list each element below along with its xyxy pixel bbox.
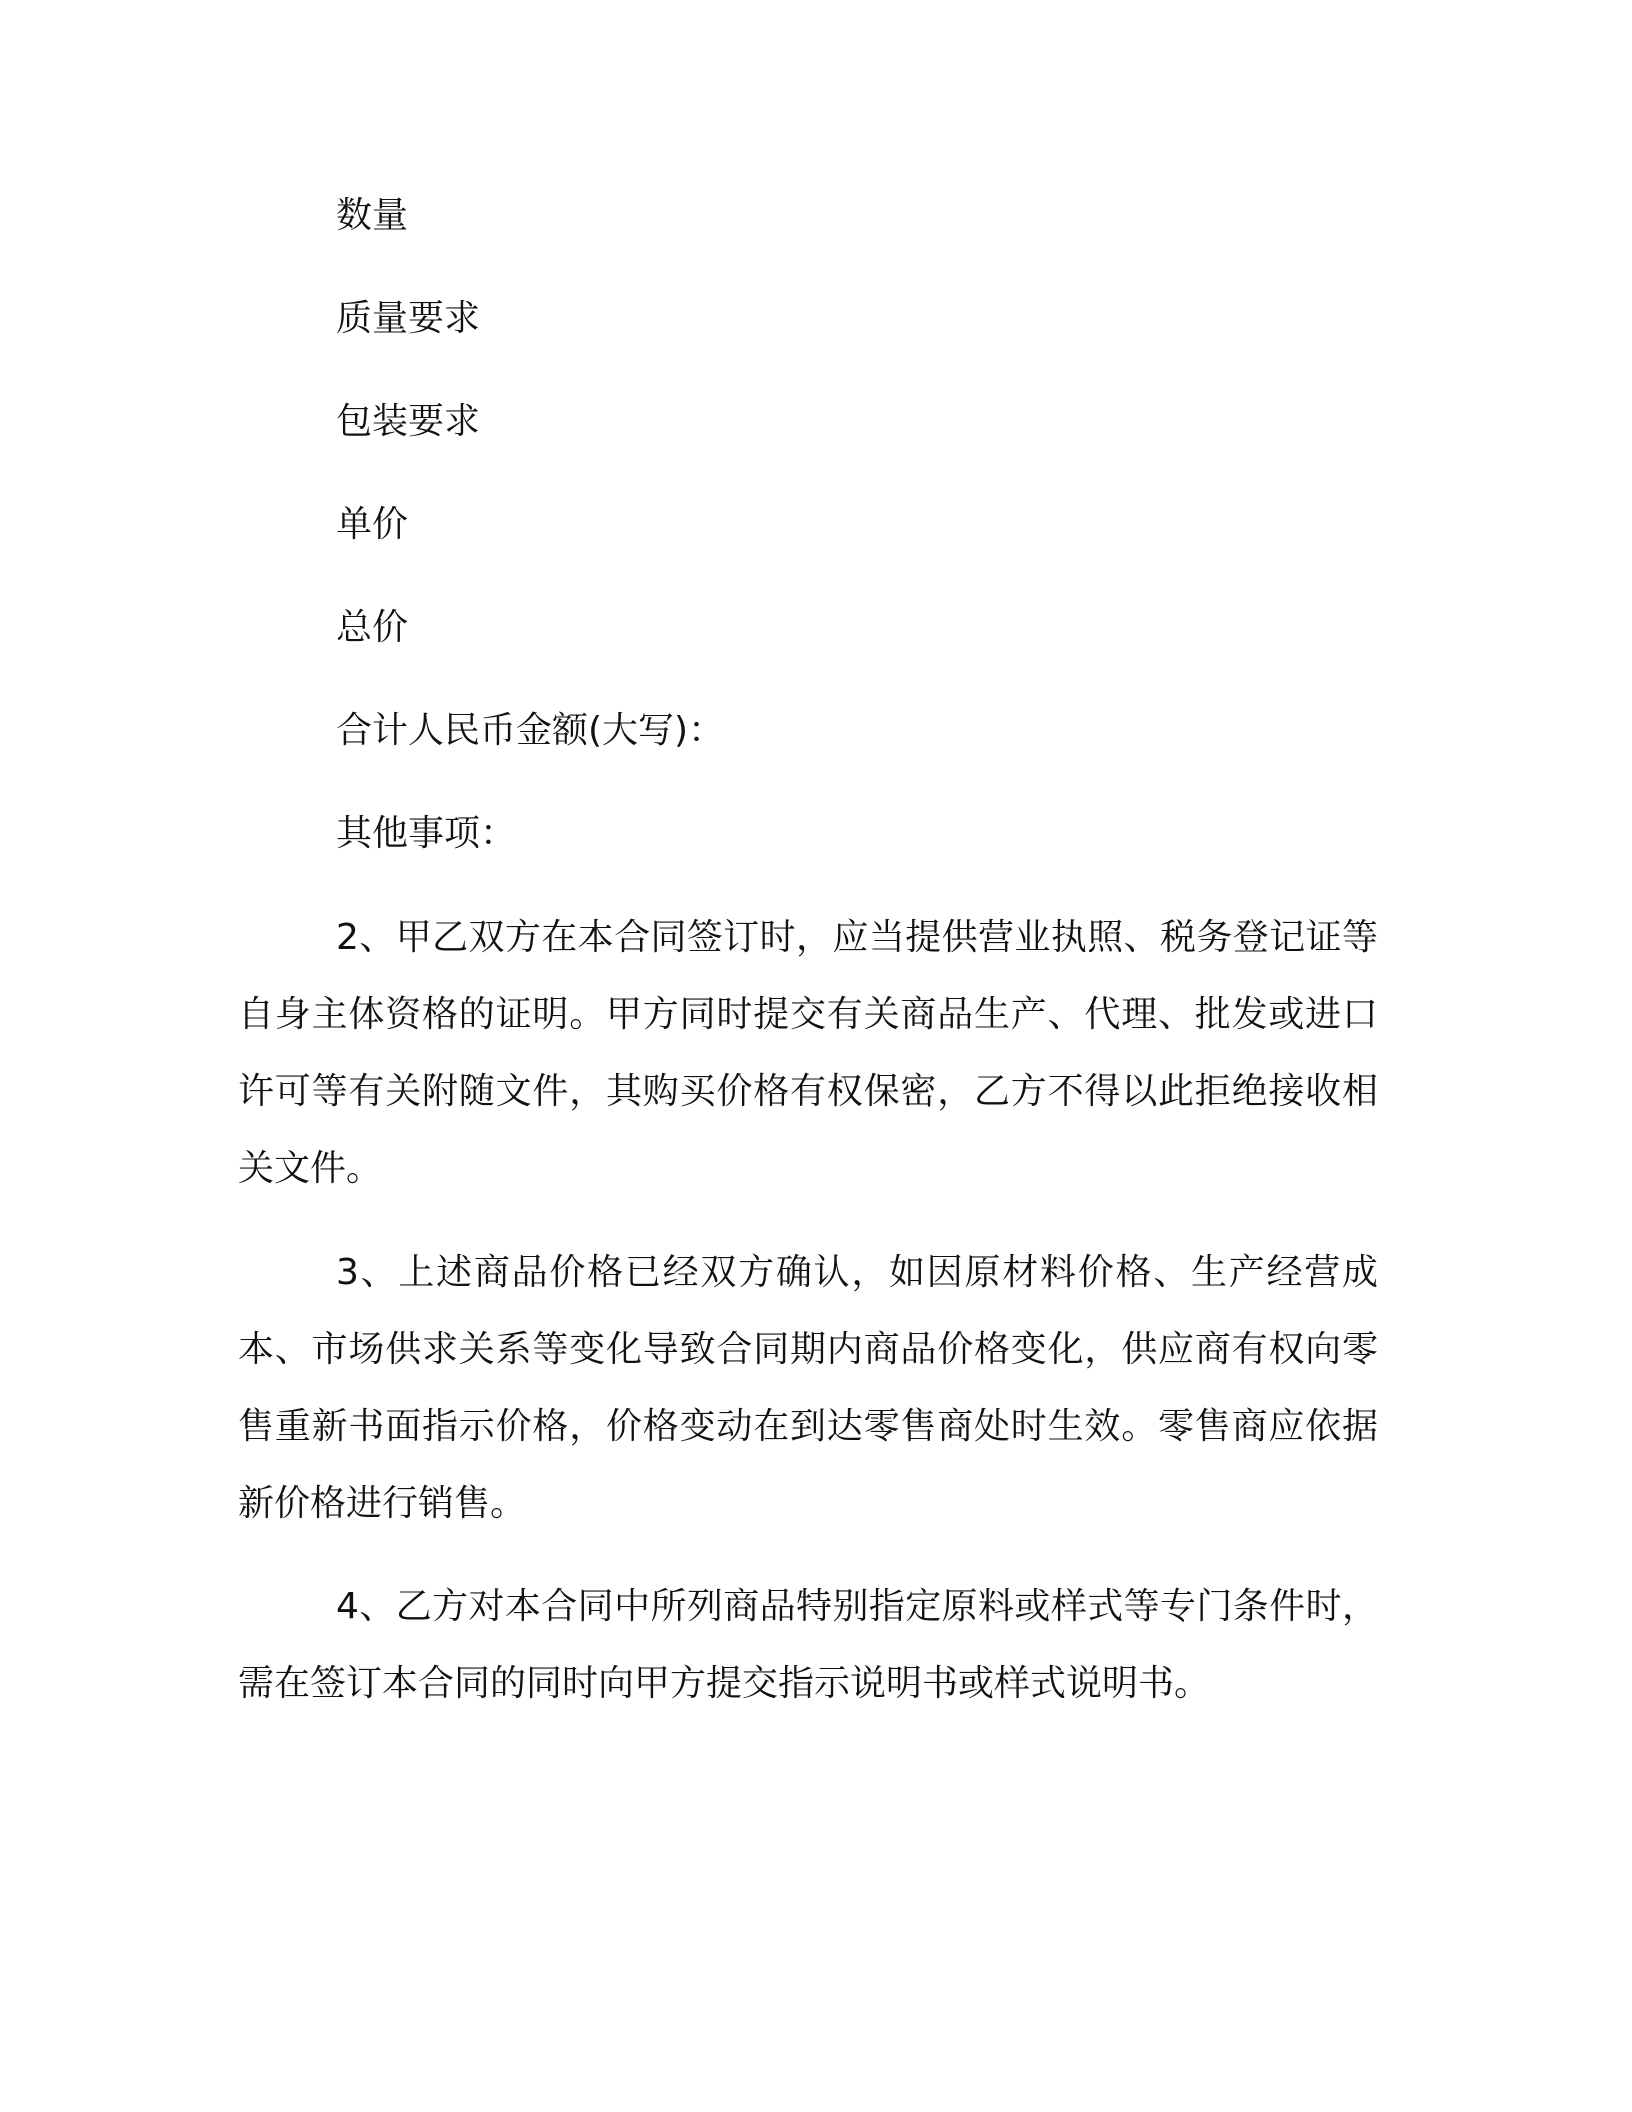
field-packaging-requirements: 包装要求	[336, 401, 481, 442]
clause-3: 3、上述商品价格已经双方确认，如因原材料价格、生产经营成本、市场供求关系等变化导致合同期内商品价格变化，供应商有权向零售重新书面指示价格，价格变动在到达零售商处时生效。零售商应依据新价格进行销售。	[238, 1252, 1378, 1524]
field-quality-requirements: 质量要求	[336, 298, 481, 339]
field-total-price: 总价	[336, 607, 409, 648]
field-unit-price: 单价	[336, 504, 409, 545]
field-other-matters: 其他事项：	[336, 813, 517, 854]
field-total-amount-rmb: 合计人民币金额(大写)：	[336, 710, 725, 751]
clause-2: 2、甲乙双方在本合同签订时，应当提供营业执照、税务登记证等自身主体资格的证明。甲方同时提交有关商品生产、代理、批发或进口许可等有关附随文件，其购买价格有权保密，乙方不得以此拒绝接收相关文件。	[238, 917, 1378, 1189]
field-quantity: 数量	[336, 195, 409, 236]
clause-4: 4、乙方对本合同中所列商品特别指定原料或样式等专门条件时，需在签订本合同的同时向甲方提交指示说明书或样式说明书。	[238, 1586, 1378, 1704]
